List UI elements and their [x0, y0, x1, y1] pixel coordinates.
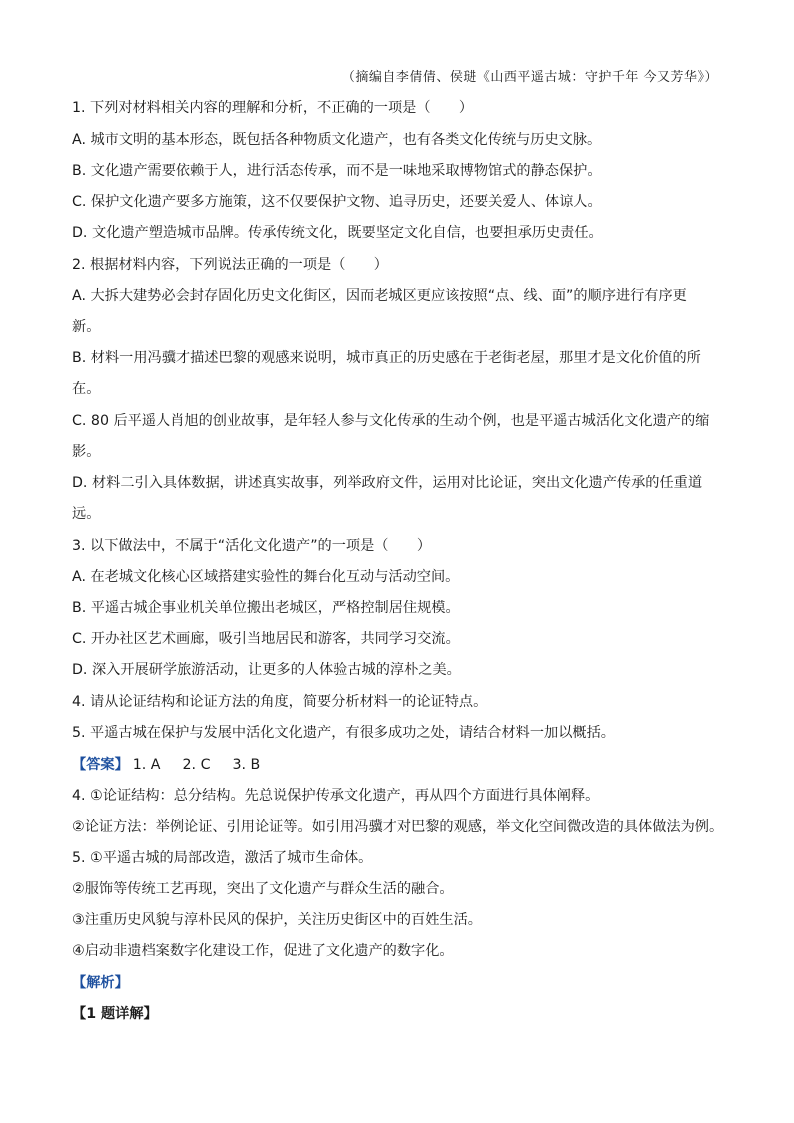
question-2-option-b: B. 材料一用冯骥才描述巴黎的观感来说明，城市真正的历史感在于老街老屋，那里才是文化价值的所: [72, 350, 701, 366]
question-1-stem: 1. 下列对材料相关内容的理解和分析，不正确的一项是（ ）: [72, 100, 474, 116]
answer-5-line-1: 5. ①平遥古城的局部改造，激活了城市生命体。: [72, 850, 373, 866]
analysis-label: 【解析】: [72, 975, 129, 991]
detail-1-label: 【1 题详解】: [72, 1006, 158, 1022]
source-citation: （摘编自李倩倩、侯琎《山西平遥古城：守护千年 今又芳华》）: [341, 70, 718, 85]
answer-1: 1. A: [132, 757, 161, 773]
question-3-stem: 3. 以下做法中，不属于“活化文化遗产”的一项是（ ）: [72, 538, 432, 554]
answer-3: 3. B: [232, 757, 261, 773]
question-2-option-b-cont: 在。: [72, 381, 101, 397]
answer-4-line-2: ②论证方法：举例论证、引用论证等。如引用冯骥才对巴黎的观感，举文化空间微改造的具体做法为例。: [72, 819, 724, 835]
question-2-option-d-cont: 远。: [72, 506, 101, 522]
question-5: 5. 平遥古城在保护与发展中活化文化遗产，有很多成功之处，请结合材料一加以概括。: [72, 725, 615, 741]
question-1-option-b: B. 文化遗产需要依赖于人，进行活态传承，而不是一味地采取博物馆式的静态保护。: [72, 163, 602, 179]
question-2-option-a-cont: 新。: [72, 319, 101, 335]
answer-2: 2. C: [182, 757, 211, 773]
question-1-option-d: D. 文化遗产塑造城市品牌。传承传统文化，既要坚定文化自信，也要担承历史责任。: [72, 225, 603, 241]
answer-5-line-3: ③注重历史风貌与淳朴民风的保护，关注历史街区中的百姓生活。: [72, 912, 482, 928]
answer-4-line-1: 4. ①论证结构：总分结构。先总说保护传承文化遗产，再从四个方面进行具体阐释。: [72, 788, 600, 804]
question-4: 4. 请从论证结构和论证方法的角度，简要分析材料一的论证特点。: [72, 694, 488, 710]
answer-label: 【答案】: [72, 757, 129, 773]
question-3-option-b: B. 平遥古城企事业机关单位搬出老城区，严格控制居住规模。: [72, 600, 460, 616]
answer-row: [72, 755, 732, 775]
question-3-option-d: D. 深入开展研学旅游活动，让更多的人体验古城的淳朴之美。: [72, 662, 461, 678]
question-3-option-a: A. 在老城文化核心区域搭建实验性的舞台化互动与活动空间。: [72, 569, 460, 585]
question-3-option-c: C. 开办社区艺术画廊，吸引当地居民和游客，共同学习交流。: [72, 631, 460, 647]
question-1-option-c: C. 保护文化遗产要多方施策，这不仅要保护文物、追寻历史，还要关爱人、体谅人。: [72, 194, 602, 210]
answer-5-line-4: ④启动非遗档案数字化建设工作，促进了文化遗产的数字化。: [72, 943, 454, 959]
question-1-option-a: A. 城市文明的基本形态，既包括各种物质文化遗产，也有各类文化传统与历史文脉。: [72, 132, 602, 148]
answer-5-line-2: ②服饰等传统工艺再现，突出了文化遗产与群众生活的融合。: [72, 881, 454, 897]
question-2-option-d: D. 材料二引入具体数据，讲述真实故事，列举政府文件，运用对比论证，突出文化遗产传承的任重道: [72, 475, 703, 491]
question-2-option-c-cont: 影。: [72, 444, 101, 460]
question-2-option-c: C. 80 后平遥人肖旭的创业故事，是年轻人参与文化传承的生动个例，也是平遥古城活化文化遗产的缩: [72, 413, 710, 429]
question-2-option-a: A. 大拆大建势必会封存固化历史文化街区，因而老城区更应该按照“点、线、面”的顺序进行有序更: [72, 288, 687, 304]
question-2-stem: 2. 根据材料内容，下列说法正确的一项是（ ）: [72, 257, 388, 273]
